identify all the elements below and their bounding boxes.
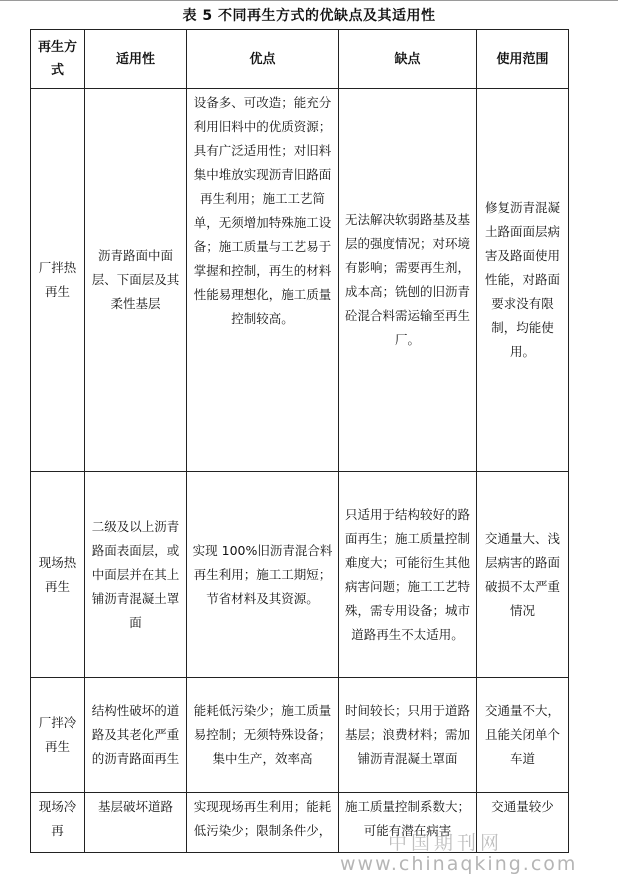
cell-method: 厂拌冷再生 (31, 678, 85, 793)
header-pros: 优点 (187, 30, 339, 89)
cell-cons: 时间较长；只用于道路基层；浪费材料；需加铺沥青混凝土罩面 (339, 678, 477, 793)
cell-applicability: 二级及以上沥青路面表面层，或中面层并在其上铺沥青混凝土罩面 (85, 472, 187, 678)
cell-pros: 实现 100%旧沥青混合料再生利用；施工工期短；节省材料及其资源。 (187, 472, 339, 678)
cell-cons: 无法解决软弱路基及基层的强度情况；对环境有影响；需要再生剂，成本高；铣刨的旧沥青砼混合料需运输至再生厂。 (339, 89, 477, 472)
cell-cons: 只适用于结构较好的路面再生；施工质量控制难度大；可能衍生其他病害问题；施工工艺特殊，需专用设备；城市道路再生不太适用。 (339, 472, 477, 678)
table-row (31, 472, 569, 678)
cell-method: 现场冷再 (31, 793, 85, 853)
table-row (31, 678, 569, 793)
header-applicability: 适用性 (85, 30, 187, 89)
header-row (31, 30, 569, 89)
cell-applicability: 沥青路面中面层、下面层及其柔性基层 (85, 89, 187, 472)
cell-pros: 实现现场再生利用；能耗低污染少；限制条件少， (187, 793, 339, 853)
cell-scope: 交通量较少 (477, 793, 569, 853)
header-method: 再生方式 (31, 30, 85, 89)
cell-scope: 修复沥青混凝土路面面层病害及路面使用性能，对路面要求没有限制，均能使用。 (477, 89, 569, 472)
cell-scope: 交通量不大，且能关闭单个车道 (477, 678, 569, 793)
comparison-table (30, 29, 569, 853)
cell-method: 厂拌热再生 (31, 89, 85, 472)
cell-cons: 施工质量控制系数大；可能有潜在病害 (339, 793, 477, 853)
table-row (31, 793, 569, 853)
cell-applicability: 基层破坏道路 (85, 793, 187, 853)
watermark-url: www.chinaqking.com (340, 853, 578, 875)
watermark-logo-text: 中国期刊网 (388, 832, 504, 854)
cell-pros: 设备多、可改造；能充分利用旧料中的优质资源；具有广泛适用性；对旧料集中堆放实现沥青旧路面再生利用；施工工艺简单，无须增加特殊施工设备；施工质量与工艺易于掌握和控制，再生的材料性能易理想化，施工质量控制较高。 (187, 89, 339, 472)
header-cons: 缺点 (339, 30, 477, 89)
table-title: 表 5 不同再生方式的优缺点及其适用性 (182, 8, 436, 24)
top-rule (0, 0, 618, 1)
cell-method: 现场热再生 (31, 472, 85, 678)
cell-pros: 能耗低污染少；施工质量易控制；无须特殊设备；集中生产，效率高 (187, 678, 339, 793)
cell-scope: 交通量大、浅层病害的路面破损不太严重情况 (477, 472, 569, 678)
table-row (31, 89, 569, 472)
header-scope: 使用范围 (477, 30, 569, 89)
cell-applicability: 结构性破坏的道路及其老化严重的沥青路面再生 (85, 678, 187, 793)
